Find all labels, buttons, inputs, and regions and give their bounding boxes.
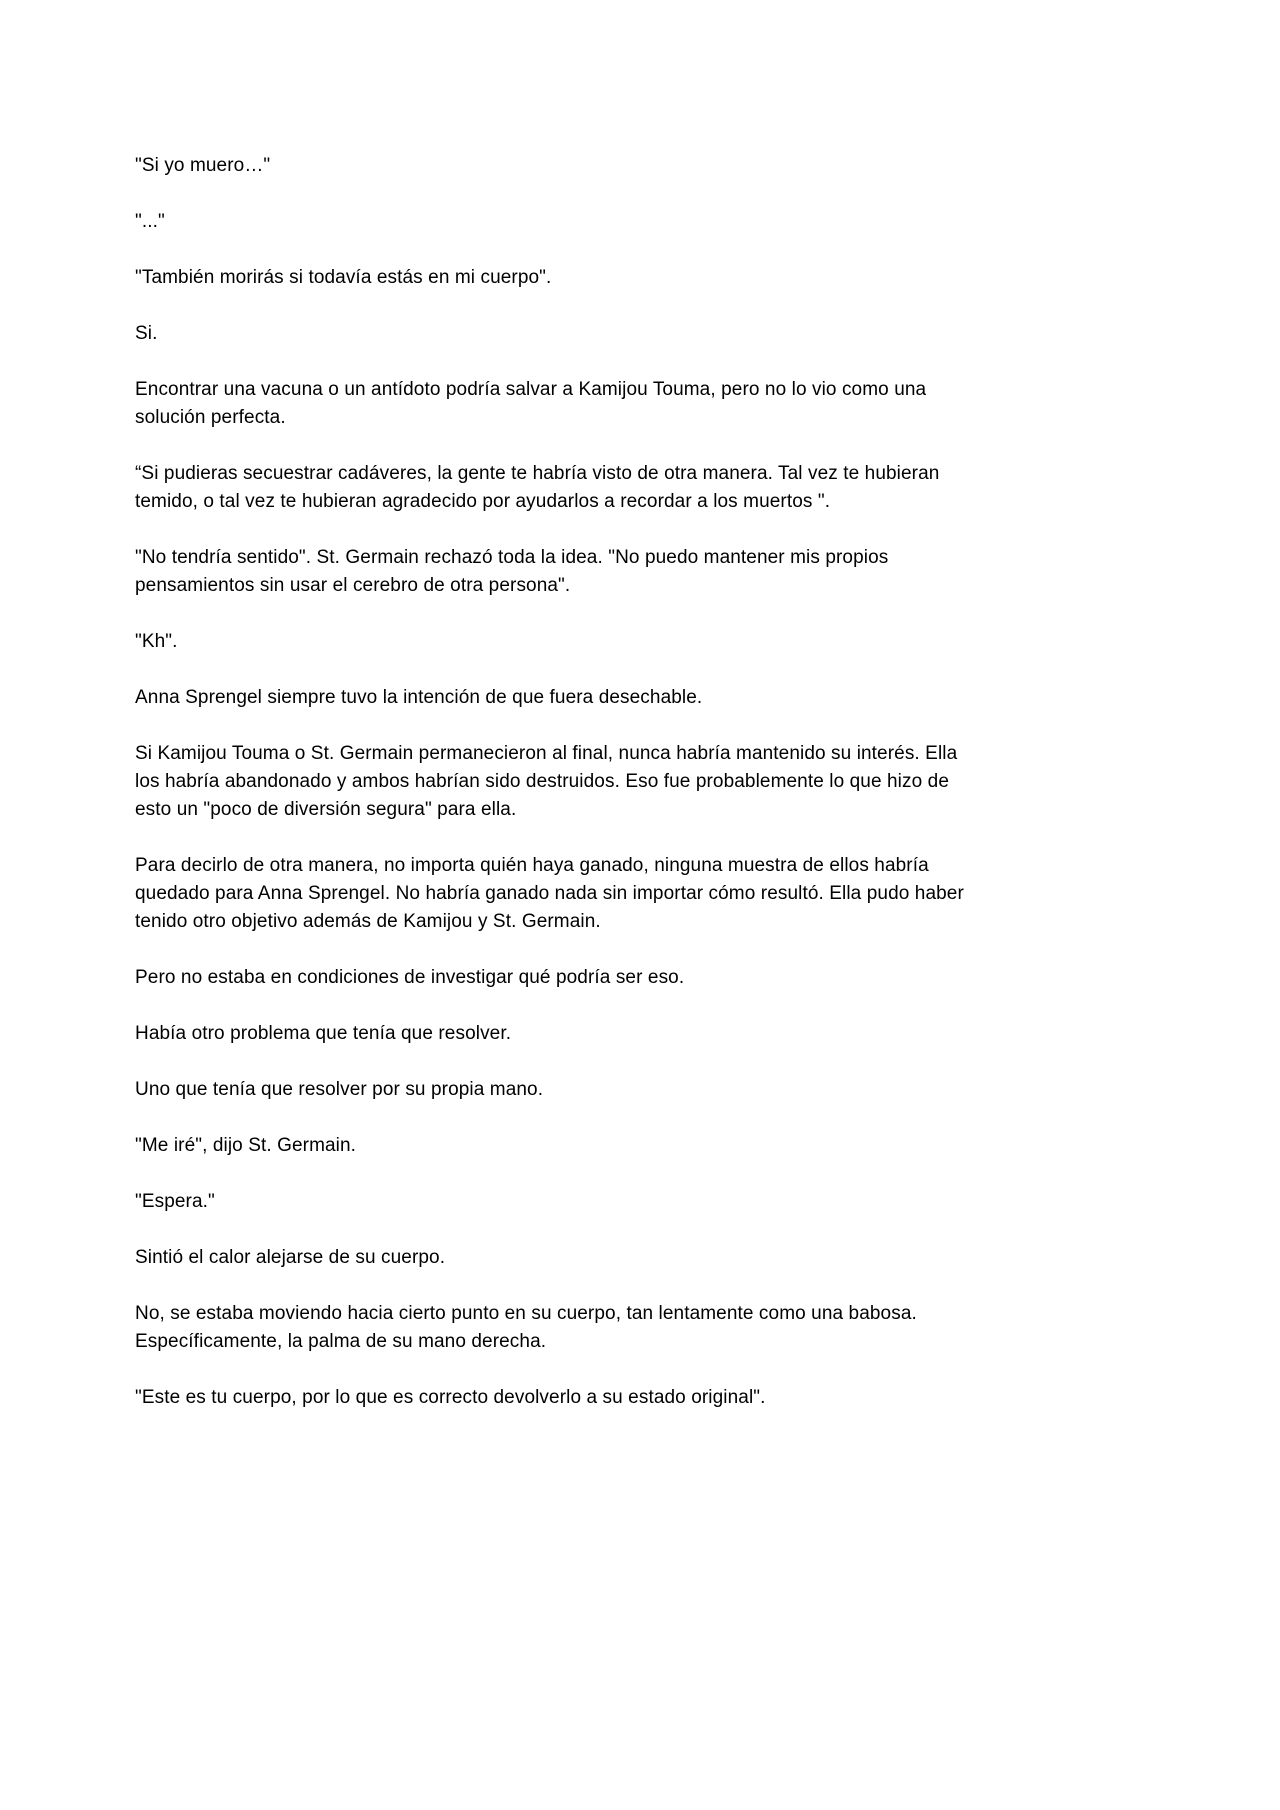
paragraph: “Si pudieras secuestrar cadáveres, la gente te habría visto de otra manera. Tal vez te hubieran temido, o tal vez te hubieran agradecido por ayudarlos a recordar a los muertos ". — [135, 463, 945, 512]
paragraph: "..." — [135, 211, 165, 232]
paragraph: "Kh". — [135, 631, 178, 652]
paragraph: "Este es tu cuerpo, por lo que es correcto devolverlo a su estado original". — [135, 1387, 766, 1408]
paragraph: Si. — [135, 323, 158, 344]
paragraph: Encontrar una vacuna o un antídoto podría salvar a Kamijou Touma, pero no lo vio como una solución perfecta. — [135, 379, 932, 428]
paragraph: Si Kamijou Touma o St. Germain permanecieron al final, nunca habría mantenido su interés. Ella los habría abandonado y ambos habrían sido destruidos. Eso fue probablemente lo que hizo de esto un "poco de diversión segura" para ella. — [135, 743, 963, 820]
paragraph: Pero no estaba en condiciones de investigar qué podría ser eso. — [135, 967, 685, 988]
paragraph: "También morirás si todavía estás en mi cuerpo". — [135, 267, 552, 288]
paragraph: "No tendría sentido". St. Germain rechazó toda la idea. "No puedo mantener mis propios pensamientos sin usar el cerebro de otra persona". — [135, 547, 894, 596]
paragraph: Había otro problema que tenía que resolver. — [135, 1023, 512, 1044]
paragraph: Uno que tenía que resolver por su propia mano. — [135, 1079, 544, 1100]
paragraph: Anna Sprengel siempre tuvo la intención de que fuera desechable. — [135, 687, 703, 708]
paragraph: Para decirlo de otra manera, no importa quién haya ganado, ninguna muestra de ellos habría quedado para Anna Sprengel. No habría ganado nada sin importar cómo resultó. Ella pudo haber tenido otro objetivo además de Kamijou y St. Germain. — [135, 855, 970, 932]
paragraph: "Si yo muero…" — [135, 155, 271, 176]
paragraph: Sintió el calor alejarse de su cuerpo. — [135, 1247, 446, 1268]
paragraph: "Espera." — [135, 1191, 215, 1212]
paragraph: "Me iré", dijo St. Germain. — [135, 1135, 357, 1156]
paragraph: No, se estaba moviendo hacia cierto punto en su cuerpo, tan lentamente como una babosa. Específicamente, la palma de su mano derecha. — [135, 1303, 923, 1352]
